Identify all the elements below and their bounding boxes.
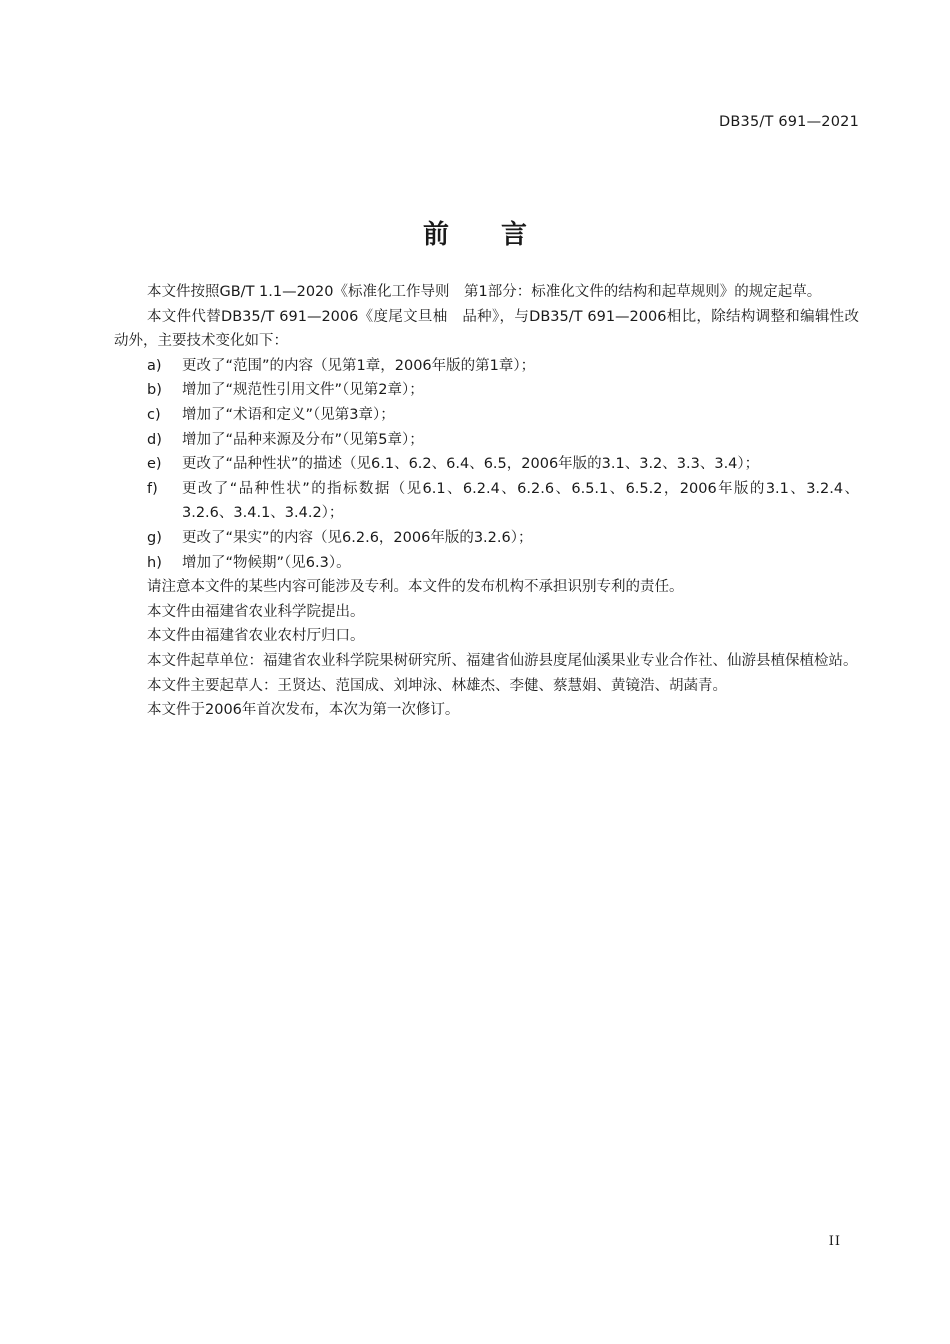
page-title: 前言 — [422, 220, 579, 251]
list-marker: e) — [147, 456, 162, 473]
paragraph-replacement: 本文件代替DB35/T 691—2006《度尾文旦柚 品种》，与DB35/T 691—2006相比，除结构调整和编辑性改动外，主要技术变化如下： — [114, 308, 859, 350]
paragraph-proposer: 本文件由福建省农业科学院提出。 — [147, 603, 365, 620]
list-item — [114, 354, 859, 379]
list-marker: d) — [147, 431, 162, 448]
list-marker: c) — [147, 406, 161, 423]
list-marker: g) — [147, 529, 162, 546]
page-number: II — [828, 1234, 841, 1249]
technical-changes-list — [114, 354, 859, 575]
list-marker: f) — [147, 480, 158, 497]
list-marker: a) — [147, 357, 162, 374]
list-item-text: 更改了“果实”的内容（见6.2.6，2006年版的3.2.6）； — [182, 529, 533, 546]
list-item-text: 增加了“规范性引用文件”（见第2章）； — [182, 382, 424, 399]
list-item-text: 增加了“物候期”（见6.3）。 — [182, 554, 351, 571]
list-item — [114, 403, 859, 428]
document-code: DB35/T 691—2021 — [719, 114, 859, 130]
list-item — [114, 526, 859, 551]
list-item — [114, 378, 859, 403]
list-item — [114, 477, 859, 526]
list-item-text: 增加了“术语和定义”（见第3章）； — [182, 406, 395, 423]
paragraph-drafting-rule: 本文件按照GB/T 1.1—2020《标准化工作导则 第1部分：标准化文件的结构和起草规则》的规定起草。 — [147, 284, 822, 300]
foreword-body — [114, 280, 859, 723]
paragraph-drafters: 本文件主要起草人：王贤达、范国成、刘坤泳、林雄杰、李健、蔡慧娟、黄镜浩、胡菡青。 — [147, 677, 727, 694]
list-marker: h) — [147, 554, 162, 571]
list-marker: b) — [147, 382, 162, 399]
paragraph-patent-notice: 请注意本文件的某些内容可能涉及专利。本文件的发布机构不承担识别专利的责任。 — [147, 579, 684, 596]
paragraph-revision-history: 本文件于2006年首次发布，本次为第一次修订。 — [147, 702, 460, 719]
paragraph-drafting-units: 本文件起草单位：福建省农业科学院果树研究所、福建省仙游县度尾仙溪果业专业合作社、仙游县植保植检站。 — [147, 652, 858, 669]
list-item-text: 更改了“品种性状”的指标数据（见6.1、6.2.4、6.2.6、6.5.1、6.5.2，2006年版的3.1、3.2.4、3.2.6、3.4.1、3.4.2）； — [182, 480, 859, 522]
list-item-text: 更改了“品种性状”的描述（见6.1、6.2、6.4、6.5，2006年版的3.1、3.2、3.3、3.4）； — [182, 456, 760, 473]
list-item — [114, 452, 859, 477]
paragraph-administrator: 本文件由福建省农业农村厅归口。 — [147, 628, 365, 645]
list-item-text: 增加了“品种来源及分布”（见第5章）； — [182, 431, 424, 448]
list-item — [114, 551, 859, 576]
list-item — [114, 428, 859, 453]
list-item-text: 更改了“范围”的内容（见第1章，2006年版的第1章）； — [182, 357, 536, 374]
